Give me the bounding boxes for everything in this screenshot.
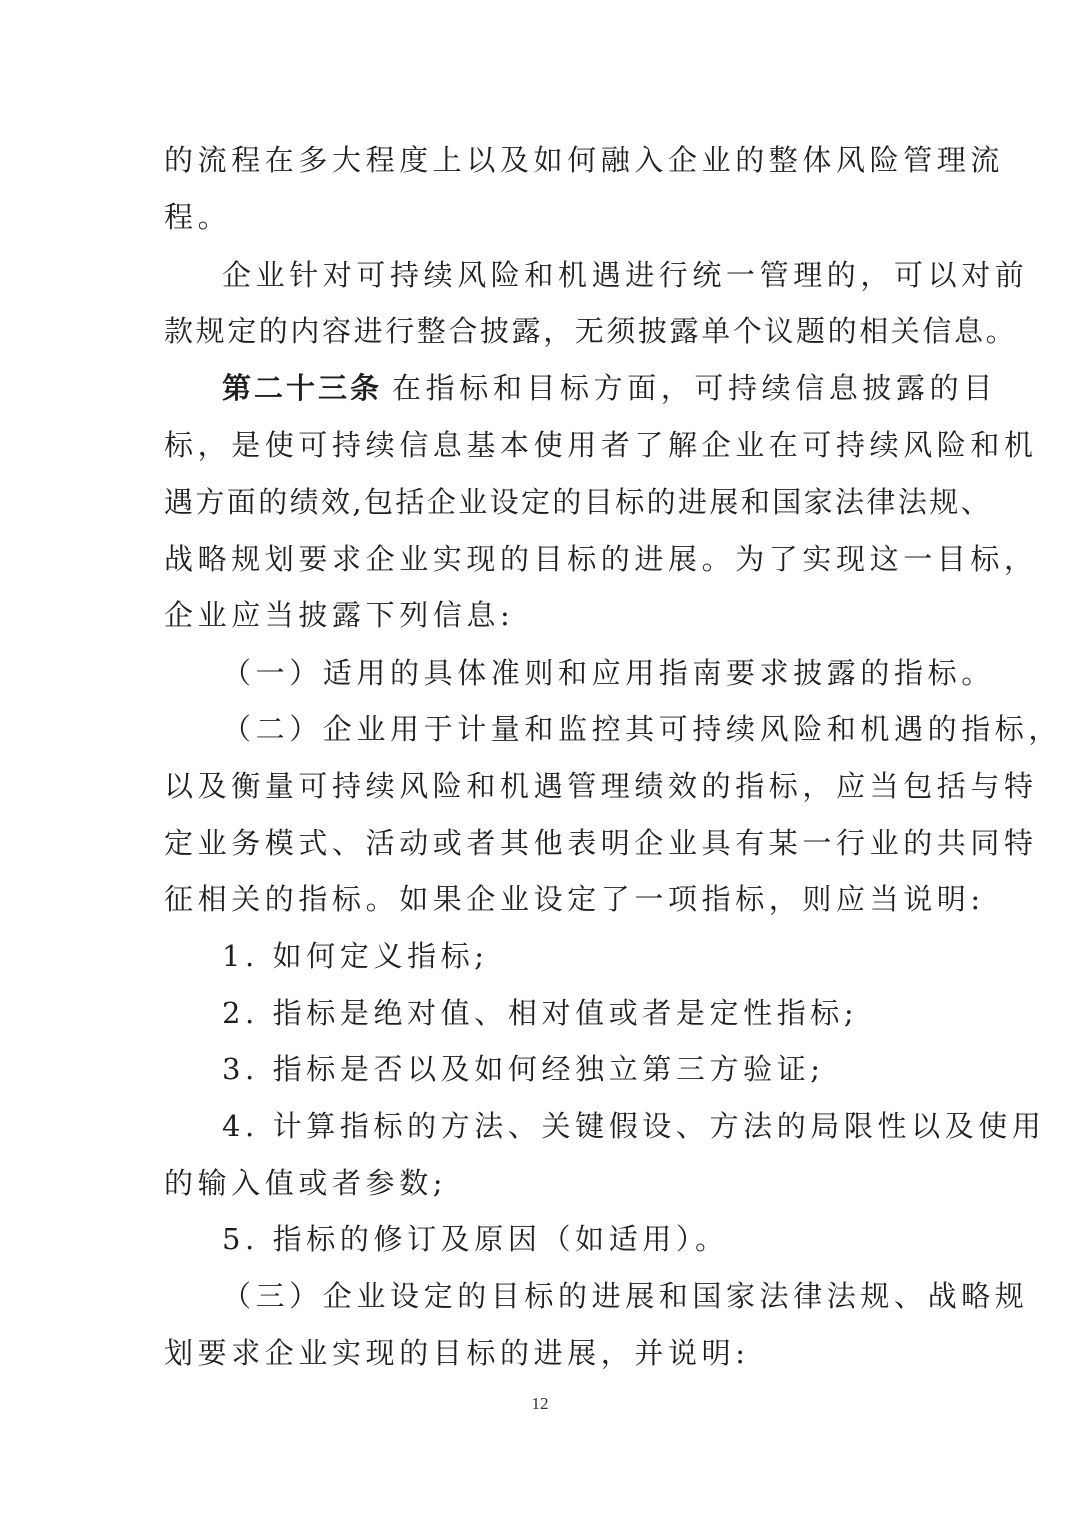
list-item: 1. 如何定义指标; [222, 939, 489, 973]
text-line: 企业应当披露下列信息: [164, 598, 515, 632]
text-line: 的流程在多大程度上以及如何融入企业的整体风险管理流 [164, 143, 1005, 177]
list-item: 3. 指标是否以及如何经独立第三方验证; [222, 1052, 825, 1086]
text-line: 划要求企业实现的目标的进展，并说明: [164, 1336, 750, 1370]
text-line: 程。 [164, 200, 232, 234]
article-line [222, 360, 997, 417]
text-line: 标，是使可持续信息基本使用者了解企业在可持续风险和机 [164, 428, 1038, 462]
list-item: （三）企业设定的目标的进展和国家法律法规、战略规 [222, 1279, 1029, 1313]
text-line: 款规定的内容进行整合披露，无须披露单个议题的相关信息。 [164, 314, 1018, 348]
text-line: 遇方面的绩效,包括企业设定的目标的进展和国家法律法规、 [164, 485, 993, 519]
article-heading: 第二十三条 [222, 371, 383, 405]
page-number: 12 [531, 1394, 549, 1413]
text-line: 以及衡量可持续风险和机遇管理绩效的指标，应当包括与特 [164, 769, 1038, 803]
list-item: 4. 计算指标的方法、关键假设、方法的局限性以及使用 [222, 1109, 1046, 1143]
list-item: 2. 指标是绝对值、相对值或者是定性指标; [222, 996, 859, 1030]
list-item: （二）企业用于计量和监控其可持续风险和机遇的指标， [222, 712, 1063, 746]
text-line: 战略规划要求企业实现的目标的进展。为了实现这一目标， [164, 542, 1038, 576]
list-item: 5. 指标的修订及原因（如适用）。 [222, 1222, 729, 1256]
article-text: 在指标和目标方面，可持续信息披露的目 [392, 371, 997, 405]
text-line: 征相关的指标。如果企业设定了一项指标，则应当说明: [164, 882, 985, 916]
text-line: 的输入值或者参数; [164, 1166, 448, 1200]
list-item: （一）适用的具体准则和应用指南要求披露的指标。 [222, 656, 995, 690]
text-line: 定业务模式、活动或者其他表明企业具有某一行业的共同特 [164, 826, 1038, 860]
text-line: 企业针对可持续风险和机遇进行统一管理的，可以对前 [222, 258, 1029, 292]
